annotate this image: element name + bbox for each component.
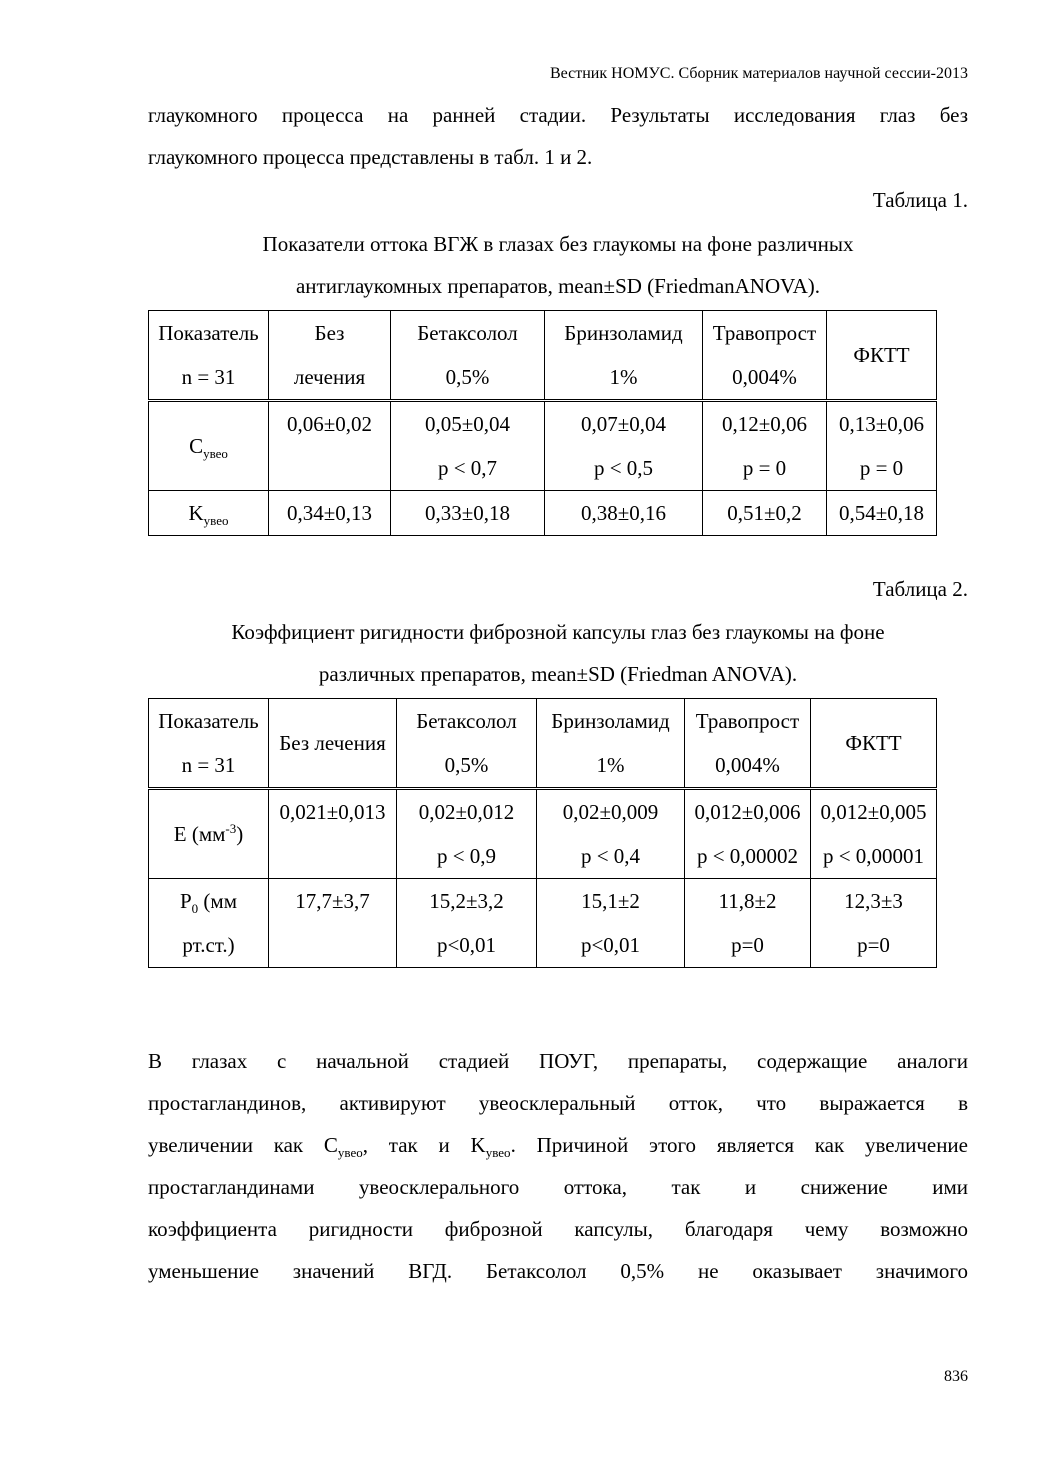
header-cell: Травопрост 0,004%	[685, 699, 811, 789]
paragraph-line: коэффициента ригидности фиброзной капсулы, благодаря чему возможно	[148, 1217, 968, 1241]
table-cell: 11,8±2 p=0	[685, 879, 811, 968]
row-label-cell: $C_{увео}$	[149, 401, 269, 491]
table2-caption	[148, 611, 968, 695]
page-number: 836	[944, 1368, 968, 1385]
running-head: Вестник НОМУС. Сборник материалов научной сессии-2013	[549, 65, 968, 82]
table-cell: 12,3±3 p=0	[811, 879, 937, 968]
table-row	[149, 401, 937, 491]
paragraph-line: простагландинов, активируют увеосклеральный отток, что выражается в	[148, 1091, 968, 1115]
intro-paragraph	[148, 94, 968, 178]
table-cell: 0,02±0,012 p < 0,9	[397, 789, 537, 879]
header-cell: Бринзоламид 1%	[537, 699, 685, 789]
paragraph-line: простагландинами увеосклерального оттока, так и снижение ими	[148, 1175, 968, 1199]
paragraph-line: увеличении как $C_{увео}$, так и $K_{увео}$. Причиной этого является как увеличение	[148, 1133, 968, 1161]
table-cell: 0,021±0,013	[269, 789, 397, 879]
table2-label: Таблица 2.	[872, 577, 968, 601]
table1	[148, 310, 937, 536]
header-cell: ФКТТ	[811, 699, 937, 789]
table-row	[149, 789, 937, 879]
table-cell: 0,34±0,13	[269, 491, 391, 536]
table-cell: 0,38±0,16	[545, 491, 703, 536]
table-cell: 15,2±3,2 p<0,01	[397, 879, 537, 968]
row-label-cell: E $(мм^{-3})$	[149, 789, 269, 879]
header-cell: Показатель n = 31	[149, 699, 269, 789]
table-cell: 17,7±3,7	[269, 879, 397, 968]
table-header-row	[149, 699, 937, 789]
table-cell: 0,54±0,18	[827, 491, 937, 536]
header-cell: Без лечения	[269, 311, 391, 401]
header-cell: Бетаксолол 0,5%	[391, 311, 545, 401]
caption-line: антиглаукомных препаратов, mean±SD (FriedmanANOVA).	[295, 274, 821, 298]
table-header-row	[149, 311, 937, 401]
header-cell: Показатель n = 31	[149, 311, 269, 401]
table-cell: 0,33±0,18	[391, 491, 545, 536]
table-cell: 0,05±0,04 p < 0,7	[391, 401, 545, 491]
table-cell: 15,1±2 p<0,01	[537, 879, 685, 968]
table-row	[149, 879, 937, 968]
table-cell: 0,13±0,06 p = 0	[827, 401, 937, 491]
intro-line: глаукомного процесса представлены в табл. 1 и 2.	[148, 145, 593, 169]
table-cell: 0,06±0,02	[269, 401, 391, 491]
header-cell: Травопрост 0,004%	[703, 311, 827, 401]
body-paragraph	[148, 1040, 968, 1292]
table-cell: 0,02±0,009 p < 0,4	[537, 789, 685, 879]
row-label-cell: $P_0$ (мм рт.ст.)	[149, 879, 269, 968]
table1-caption	[148, 223, 968, 307]
table-cell: 0,12±0,06 p = 0	[703, 401, 827, 491]
header-cell: Без лечения	[269, 699, 397, 789]
intro-line: глаукомного процесса на ранней стадии. Результаты исследования глаз без	[148, 103, 968, 127]
table-row	[149, 491, 937, 536]
caption-line: различных препаратов, mean±SD (Friedman ANOVA).	[318, 662, 798, 686]
caption-line: Показатели оттока ВГЖ в глазах без глаукомы на фоне различных	[262, 232, 854, 256]
table2	[148, 698, 937, 968]
header-cell: Бринзоламид 1%	[545, 311, 703, 401]
header-cell: ФКТТ	[827, 311, 937, 401]
table-cell: 0,012±0,006 p < 0,00002	[685, 789, 811, 879]
row-label-cell: $K_{увео}$	[149, 491, 269, 536]
header-cell: Бетаксолол 0,5%	[397, 699, 537, 789]
table1-label: Таблица 1.	[872, 188, 968, 212]
paragraph-line: В глазах с начальной стадией ПОУГ, препараты, содержащие аналоги	[148, 1049, 968, 1073]
table-cell: 0,012±0,005 p < 0,00001	[811, 789, 937, 879]
table-cell: 0,07±0,04 p < 0,5	[545, 401, 703, 491]
paragraph-line: уменьшение значений ВГД. Бетаксолол 0,5% не оказывает значимого	[148, 1259, 968, 1283]
table-cell: 0,51±0,2	[703, 491, 827, 536]
caption-line: Коэффициент ригидности фиброзной капсулы глаз без глаукомы на фоне	[231, 620, 885, 644]
